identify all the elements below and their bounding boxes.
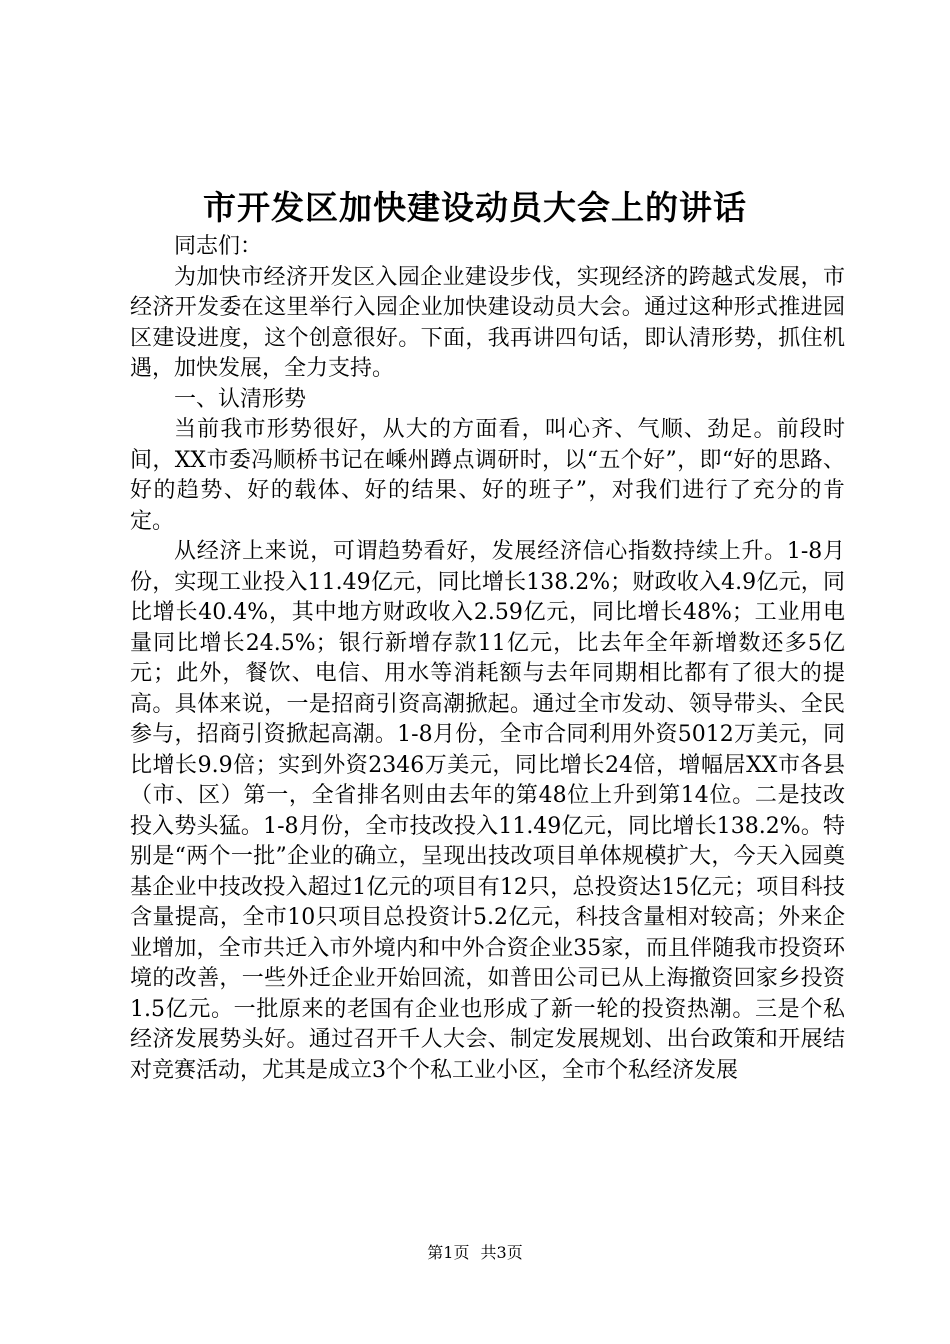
intro-paragraph: 为加快市经济开发区入园企业建设步伐，实现经济的跨越式发展，市经济开发委在这里举行入园企业加快建设动员大会。通过这种形式推进园区建设进度，这个创意很好。下面，我再讲四句话，即认清形势，抓住机遇，加快发展，全力支持。 <box>130 264 845 381</box>
body-paragraph: 当前我市形势很好，从大的方面看，叫心齐、气顺、劲足。前段时间，XX市委冯顺桥书记在嵊州蹲点调研时，以“五个好”，即“好的思路、好的趋势、好的载体、好的结果、好的班子”，对我们进行了充分的肯定。 <box>130 417 845 534</box>
page-total: 共3页 <box>480 1243 523 1262</box>
page-number: 第1页 <box>427 1243 470 1262</box>
page-footer <box>0 1242 950 1264</box>
body-paragraph: 从经济上来说，可谓趋势看好，发展经济信心指数持续上升。1-8月份，实现工业投入11.49亿元，同比增长138.2%；财政收入4.9亿元，同比增长40.4%，其中地方财政收入2.59亿元，同比增长48%；工业用电量同比增长24.5%；银行新增存款11亿元，比去年全年新增数还多5亿元；此外，餐饮、电信、用水等消耗额与去年同期相比都有了很大的提高。具体来说，一是招商引资高潮掀起。通过全市发动、领导带头、全民参与，招商引资掀起高潮。1-8月份，全市合同利用外资5012万美元，同比增长9.9倍；实到外资2346万美元，同比增长24倍，增幅居XX市各县（市、区）第一，全省排名则由去年的第48位上升到第14位。二是技改投入势头猛。1-8月份，全市技改投入11.49亿元，同比增长138.2%。特别是“两个一批”企业的确立，呈现出技改项目单体规模扩大，今天入园奠基企业中技改投入超过1亿元的项目有12只，总投资达15亿元；项目科技含量提高，全市10只项目总投资计5.2亿元，科技含量相对较高；外来企业增加，全市共迁入市外境内和中外合资企业35家，而且伴随我市投资环境的改善，一些外迁企业开始回流，如普田公司已从上海撤资回家乡投资1.5亿元。一批原来的老国有企业也形成了新一轮的投资热潮。三是个私经济发展势头好。通过召开千人大会、制定发展规划、出台政策和开展结对竞赛活动，尤其是成立3个个私工业小区，全市个私经济发展 <box>130 539 845 1083</box>
document-title: 市开发区加快建设动员大会上的讲话 <box>203 188 747 227</box>
section-heading: 一、认清形势 <box>174 386 307 412</box>
document-body <box>130 232 845 1086</box>
salutation-paragraph: 同志们： <box>174 234 263 259</box>
